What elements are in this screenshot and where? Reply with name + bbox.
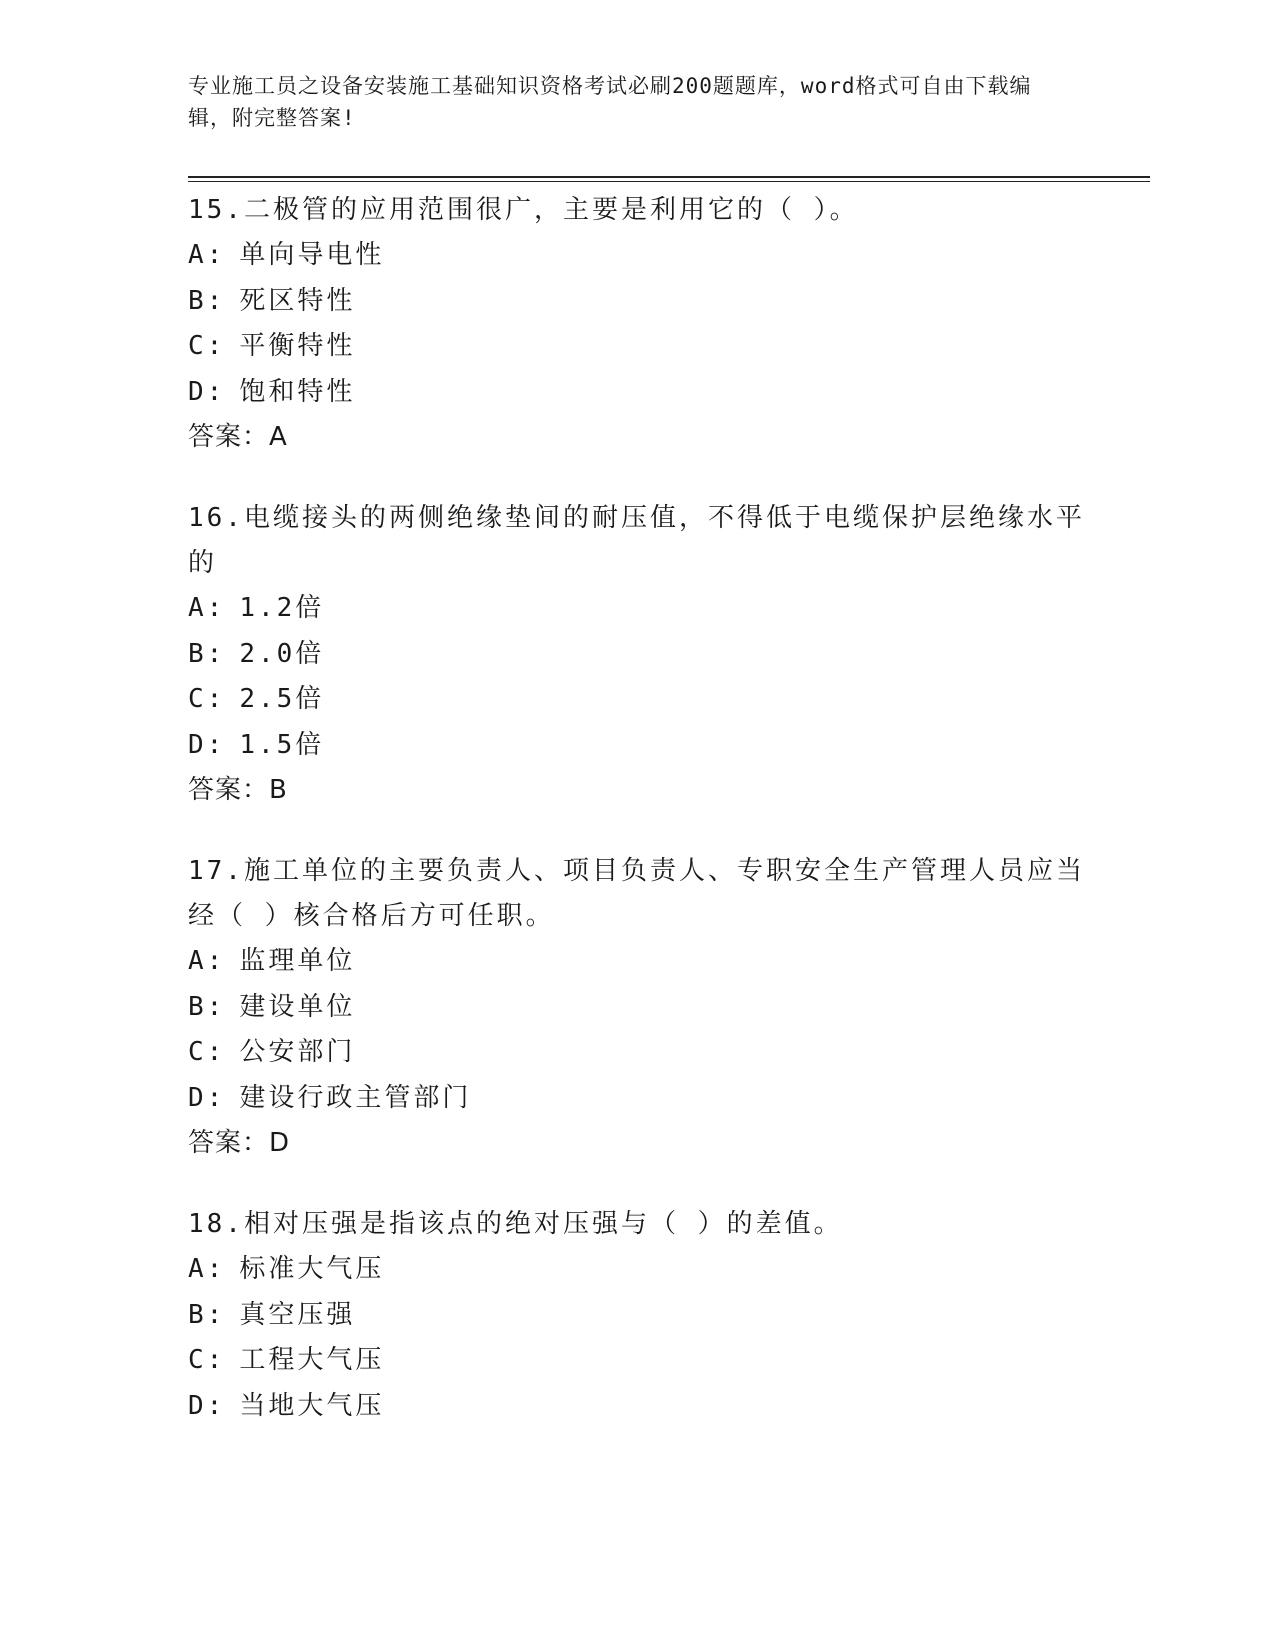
question-17 <box>188 849 1088 1166</box>
option-b <box>188 985 1088 1031</box>
option-a <box>188 1247 1088 1293</box>
option-letter: D: <box>188 729 226 760</box>
option-b <box>188 279 1088 325</box>
option-d <box>188 1076 1088 1122</box>
option-text: 真空压强 <box>239 1299 356 1330</box>
option-c <box>188 1338 1088 1384</box>
question-text: 17.施工单位的主要负责人、项目负责人、专职安全生产管理人员应当经（ ）核合格后方可任职。 <box>188 856 1085 931</box>
option-text: 饱和特性 <box>239 376 356 407</box>
question-list <box>188 188 1088 1465</box>
option-d <box>188 370 1088 416</box>
option-a <box>188 939 1088 985</box>
option-d <box>188 723 1088 769</box>
option-text: 2.0倍 <box>239 638 325 669</box>
question-text: 18.相对压强是指该点的绝对压强与（ ）的差值。 <box>188 1209 843 1239</box>
answer-line: 答案：D <box>188 1128 291 1158</box>
option-text: 单向导电性 <box>239 240 385 270</box>
option-text: 公安部门 <box>239 1037 356 1067</box>
option-b <box>188 632 1088 678</box>
option-c <box>188 324 1088 370</box>
option-text: 工程大气压 <box>239 1345 385 1375</box>
option-letter: B: <box>188 285 226 316</box>
option-letter: B: <box>188 1299 226 1330</box>
option-text: 1.5倍 <box>239 729 325 760</box>
option-c <box>188 677 1088 723</box>
option-letter: C: <box>188 331 226 361</box>
header-divider-thick <box>188 176 1150 178</box>
document-header: 专业施工员之设备安装施工基础知识资格考试必刷200题题库，word格式可自由下载编辑，附完整答案! <box>188 74 1032 130</box>
question-15 <box>188 188 1088 460</box>
option-letter: C: <box>188 1037 226 1067</box>
answer-line: 答案：B <box>188 775 288 805</box>
option-text: 1.2倍 <box>239 593 325 623</box>
option-letter: A: <box>188 1254 226 1284</box>
option-a <box>188 586 1088 632</box>
option-letter: A: <box>188 240 226 270</box>
option-letter: C: <box>188 684 226 714</box>
option-letter: A: <box>188 946 226 976</box>
header-divider-thin <box>188 181 1150 182</box>
option-text: 死区特性 <box>239 285 356 316</box>
question-16 <box>188 496 1088 813</box>
question-18 <box>188 1202 1088 1429</box>
option-a <box>188 233 1088 279</box>
option-d <box>188 1384 1088 1430</box>
option-c <box>188 1030 1088 1076</box>
option-text: 平衡特性 <box>239 331 356 361</box>
option-letter: B: <box>188 991 226 1022</box>
option-text: 标准大气压 <box>239 1254 385 1284</box>
option-text: 2.5倍 <box>239 684 325 714</box>
option-letter: D: <box>188 1390 226 1421</box>
answer-line: 答案：A <box>188 422 288 452</box>
option-letter: D: <box>188 376 226 407</box>
option-letter: A: <box>188 593 226 623</box>
question-text: 15.二极管的应用范围很广，主要是利用它的（ ）。 <box>188 195 859 225</box>
option-letter: B: <box>188 638 226 669</box>
option-text: 当地大气压 <box>239 1390 385 1421</box>
option-letter: D: <box>188 1082 226 1113</box>
option-text: 建设单位 <box>239 991 356 1022</box>
option-b <box>188 1293 1088 1339</box>
option-letter: C: <box>188 1345 226 1375</box>
question-text: 16.电缆接头的两侧绝缘垫间的耐压值，不得低于电缆保护层绝缘水平的 <box>188 503 1085 578</box>
option-text: 监理单位 <box>239 946 356 976</box>
option-text: 建设行政主管部门 <box>239 1082 472 1113</box>
